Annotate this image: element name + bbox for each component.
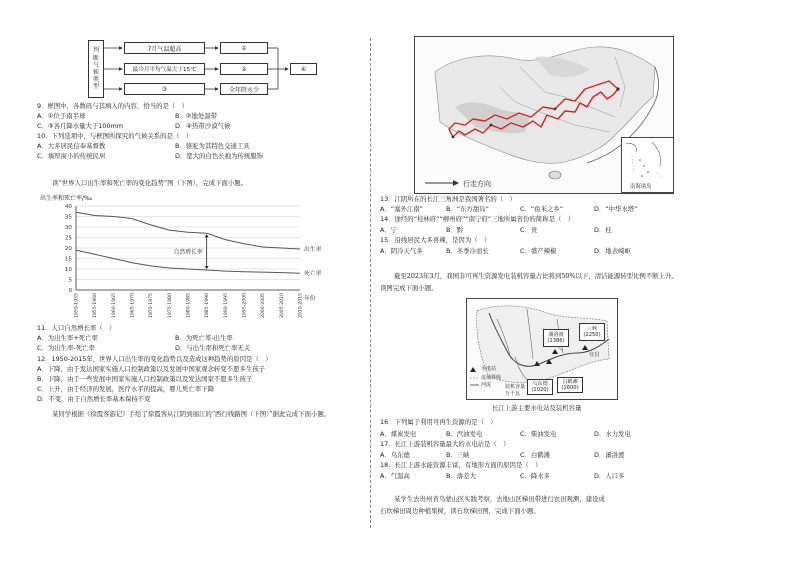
y-axis-label: 出生率和死亡率/‰ xyxy=(40,195,93,202)
q11-option-a[interactable]: A．为出生率+死亡率 xyxy=(37,334,98,342)
q14-option-a[interactable]: A．宁 xyxy=(380,226,398,234)
x-tick-label: 1980-1985 xyxy=(186,293,192,319)
question-17-stem: 17．长江上游装机容量最大的水电站是（ ） xyxy=(380,440,510,448)
legend-boundary: 流域界线 xyxy=(481,375,502,381)
y-tick-label: 30 xyxy=(64,225,72,231)
q17-option-c[interactable]: C．白鹤滩 xyxy=(520,451,551,459)
x-tick-label: 1960-1965 xyxy=(111,293,117,319)
y-tick-label: 25 xyxy=(64,235,72,242)
baihetan-capacity: (1600) xyxy=(561,385,579,391)
q9-option-d[interactable]: D．④热带沙漠气候 xyxy=(175,122,231,130)
q15-option-c[interactable]: C．盛产辣椒 xyxy=(520,247,557,255)
question-11-stem: 11．人口自然增长率（ ） xyxy=(37,324,116,332)
flowchart-label-char: 断 xyxy=(92,54,99,62)
q17-option-d[interactable]: D．溪洛渡 xyxy=(594,451,625,459)
flowchart-label-char: 候 xyxy=(92,69,99,76)
y-tick-label: 15 xyxy=(64,256,72,263)
x-tick-label: 1975-1980 xyxy=(167,293,173,319)
x-tick-label: 1995-2000 xyxy=(242,293,248,319)
x-tick-label: 2000-2005 xyxy=(261,293,267,319)
y-tick-label: 20 xyxy=(64,246,72,252)
annotation-label: 自然增长率 xyxy=(173,249,203,256)
arrow-head-bottom xyxy=(205,266,209,269)
xiluodu-name: 溪洛渡 xyxy=(548,332,564,338)
series-label: 死亡率 xyxy=(304,271,322,278)
legend-capacity: 装机容量 xyxy=(505,384,526,390)
intro-population-chart: 读“世界人口出生率和死亡率的变化趋势”图（下图），完成下面小题。 xyxy=(52,179,248,187)
x-tick-label: 1955-1960 xyxy=(93,293,99,319)
x-tick-label: 1950-1955 xyxy=(74,293,80,319)
q15-option-a[interactable]: A．阴冷天气多 xyxy=(380,247,423,255)
question-15-stem: 15．沿线居民大多喜辣，是因为（ ） xyxy=(380,236,491,244)
south-sea-inset xyxy=(621,137,674,193)
q9-option-b[interactable]: B．②地处温带 xyxy=(175,112,218,120)
map1-legend-label: 行走方向 xyxy=(463,180,491,188)
wudongde-name: 乌东德 xyxy=(532,381,548,387)
xiluodu-label-box xyxy=(543,329,569,347)
inset-label: 南海诸岛 xyxy=(630,184,652,190)
x-tick-label: 1985-1990 xyxy=(205,293,211,319)
baihetan-label-box xyxy=(557,377,583,393)
climate-flowchart xyxy=(88,38,320,98)
y-tick-label: 5 xyxy=(68,277,72,284)
legend-unit: 万千瓦 xyxy=(505,391,521,397)
xiluodu-capacity: (1386) xyxy=(547,338,565,344)
q15-option-b[interactable]: B．冬季冷而长 xyxy=(446,247,489,255)
xu-xiake-route-map xyxy=(414,36,674,194)
column-divider xyxy=(370,38,371,528)
question-16-stem: 16．下列属于利用可再生资源的是（ ） xyxy=(380,418,497,426)
x-tick-label: 1965-1970 xyxy=(130,293,136,319)
x-tick-label: 2005-2010 xyxy=(279,293,285,319)
x-axis-label: 年份 xyxy=(304,296,316,302)
series-line-birth-rate xyxy=(76,212,300,249)
q16-option-d[interactable]: D．水力发电 xyxy=(594,430,631,438)
q18-option-d[interactable]: D．人口多 xyxy=(594,472,625,480)
wudongde-capacity: (1020) xyxy=(531,387,549,393)
intro-terrace-fields: 某学生去贵州省乌蒙山区实践考察，去地山区梯田带进行农田观测，建设成 xyxy=(394,495,605,503)
flowchart-box-1: ① xyxy=(220,42,268,54)
wudongde-label-box xyxy=(527,379,553,395)
q17-option-b[interactable]: B．三峡 xyxy=(446,451,470,459)
q11-option-b[interactable]: B．为死亡率-出生率 xyxy=(175,334,233,342)
q10-option-a[interactable]: A．大多居民信奉基督教 xyxy=(37,142,106,150)
flowchart-label-char: 判 xyxy=(92,47,99,55)
q9-option-c[interactable]: C．③各月降水量大于100mm xyxy=(37,122,123,130)
q16-option-c[interactable]: C．柴油发电 xyxy=(520,430,557,438)
q16-option-b[interactable]: B．汽油发电 xyxy=(446,430,483,438)
x-tick-label: 1990-1995 xyxy=(223,293,229,319)
q18-option-c[interactable]: C．降水多 xyxy=(520,472,551,480)
y-tick-label: 40 xyxy=(64,204,72,210)
flowchart-label-char: 型 xyxy=(92,83,99,91)
intro-clean-energy: 截至2023年3月，我国非可再生资源发电装机容量占比将到50%以下，清洁能源转型比例不断上升。 xyxy=(394,272,678,280)
inset-map xyxy=(622,138,672,182)
hydropower-map-caption: 长江上游主要水电站及装机容量 xyxy=(492,404,582,412)
q13-option-b[interactable]: B．“东方甜岛” xyxy=(446,205,489,213)
question-12-stem: 12．1950-2015年，世界人口出生率的变化趋势以及造成这种趋势的原因是（ ） xyxy=(37,355,272,363)
q14-option-c[interactable]: C．贵 xyxy=(520,226,538,234)
q9-option-a[interactable]: A．①位于南半球 xyxy=(37,112,86,120)
flowchart-box-3: ③ xyxy=(124,83,205,95)
flowchart-box-low-rain: 全年降水少 xyxy=(220,83,268,95)
intro-clean-energy-line2: 读图完成下面小题。 xyxy=(380,284,438,292)
legend-river: 河流 xyxy=(481,382,492,388)
yangtze-hydropower-map xyxy=(466,298,618,400)
q16-option-a[interactable]: A．煤炭发电 xyxy=(380,430,417,438)
population-rate-chart xyxy=(36,192,336,320)
q12-option-c[interactable]: C．上升，由于经济的发展，医疗水平的提高，婴儿死亡率下降 xyxy=(37,385,215,393)
sanxia-name: 三峡 xyxy=(586,326,598,332)
q14-option-d[interactable]: D．桂 xyxy=(594,226,612,234)
flowchart-box-2: ② xyxy=(220,63,268,75)
question-18-stem: 18．长江上游水能资源丰富，有地形方面的原因是（ ） xyxy=(380,461,542,469)
sanxia-label-box xyxy=(579,323,605,341)
y-tick-label: 10 xyxy=(64,267,72,273)
q18-option-a[interactable]: A．气温高 xyxy=(380,472,410,480)
q10-option-d[interactable]: D．宽大的白色长袍为传统服饰 xyxy=(175,152,263,160)
q18-option-b[interactable]: B．落差大 xyxy=(446,472,476,480)
q12-option-b[interactable]: B．下降，由于一些发展中国家实施人口控制政策以及发达国家不愿多生孩子 xyxy=(37,375,253,383)
intro-xu-xiake-route: 某同学根据《徐霞客游记》手绘了徐霞客从江阴到丽江的“西行线路图（下图）”据此完成下面小题。 xyxy=(52,410,331,418)
x-tick-label: 1970-1975 xyxy=(149,293,155,319)
q10-option-c[interactable]: C．墙厚窗小的传统民居 xyxy=(37,152,106,160)
yichang-label: 宜昌 xyxy=(589,352,600,358)
flowchart-label-char: 气 xyxy=(92,61,99,69)
intro-terrace-fields-line2: 石坎梯田周边种植果树，读石坎梯田图，完成下面小题。 xyxy=(380,507,540,515)
q13-option-c[interactable]: C．“鱼米之乡” xyxy=(520,205,564,213)
q11-option-c[interactable]: C．为出生率-死亡率 xyxy=(37,344,95,352)
q10-option-b[interactable]: B．骆驼为其特色交通工具 xyxy=(175,142,250,150)
q13-option-d[interactable]: D．“中华水塔” xyxy=(594,205,638,213)
q14-option-b[interactable]: B．黔 xyxy=(446,226,464,234)
q11-option-d[interactable]: D．与出生率和死亡率无关 xyxy=(175,344,251,352)
y-tick-label: 0 xyxy=(68,288,72,294)
q12-option-d[interactable]: D．不变，由于自然增长率基本保持不变 xyxy=(37,395,151,403)
sanxia-capacity: (2250) xyxy=(583,332,601,338)
question-13-stem: 13．江阴所在的长江三角洲是我国著名的（ ） xyxy=(380,195,516,203)
question-9-stem: 9．框图中，各数码与其填入的内容，恰当的是（ ） xyxy=(37,102,189,110)
x-tick-label: 2010-2015 xyxy=(298,293,304,319)
q17-option-a[interactable]: A．乌东德 xyxy=(380,451,410,459)
flowchart-label-char: 类 xyxy=(92,76,99,84)
question-10-stem: 10．下列选项中，与框图所探究的气候关系的是（ ） xyxy=(37,132,193,140)
baihetan-name: 白鹤滩 xyxy=(562,379,578,385)
y-tick-label: 35 xyxy=(64,214,72,221)
flowchart-box-coldest-month: 最冷月平均气温大于15℃ xyxy=(124,63,205,75)
q12-option-a[interactable]: A．下降，由于发达国家实施人口控制政策以及发展中国家观念转变不愿多生孩子 xyxy=(37,365,266,373)
q15-option-d[interactable]: D．地表崎岖 xyxy=(594,247,631,255)
q13-option-a[interactable]: A．“塞外江南” xyxy=(380,205,423,213)
flowchart-box-4: ④ xyxy=(290,63,317,75)
legend-station: 水电站 xyxy=(481,366,497,372)
arrow-head-top xyxy=(205,234,209,237)
series-label: 出生率 xyxy=(304,247,322,254)
question-14-stem: 14．途经的“桂林府”“柳州府”“南宁府”三地所属省份的简称是（ ） xyxy=(380,215,575,223)
flowchart-box-july-temp: 7月气温超高 xyxy=(124,42,205,54)
